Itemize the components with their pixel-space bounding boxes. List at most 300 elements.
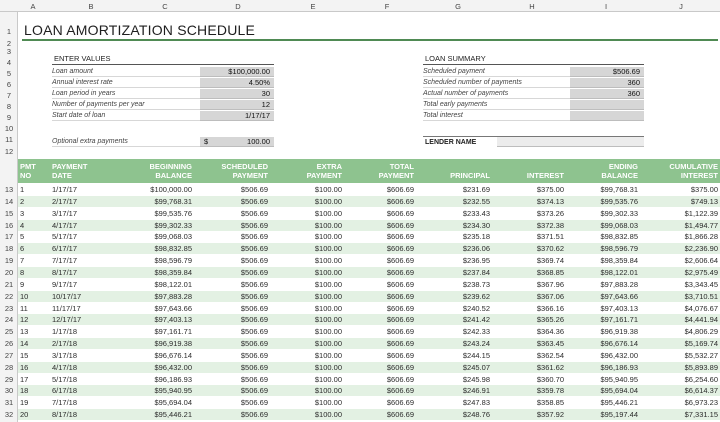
table-cell[interactable]: $373.26 [536, 208, 564, 218]
column-heading-line: INTEREST [680, 171, 718, 180]
summary-scheduled-number: 360 [570, 78, 644, 88]
table-cell[interactable]: $100.00 [314, 339, 342, 349]
table-cell[interactable]: $2,606.64 [684, 256, 718, 266]
lender-name-label: LENDER NAME [425, 139, 477, 146]
schedule-table-header [18, 159, 720, 183]
table-cell[interactable]: 5 [20, 232, 25, 242]
column-header-c[interactable]: C [162, 2, 168, 11]
table-cell[interactable]: $96,676.14 [154, 350, 192, 360]
column-header-b[interactable]: B [88, 2, 94, 11]
table-cell[interactable]: $375.00 [690, 185, 718, 194]
table-cell[interactable]: $235.18 [462, 232, 490, 242]
table-cell[interactable]: $363.45 [536, 339, 564, 349]
table-cell[interactable]: $1,866.28 [684, 232, 718, 242]
table-cell[interactable]: $243.24 [462, 339, 490, 349]
column-header-h[interactable]: H [529, 2, 535, 11]
table-cell[interactable]: $2,975.49 [684, 267, 718, 277]
table-cell[interactable]: $606.69 [386, 185, 414, 194]
table-cell[interactable]: $100.00 [314, 315, 342, 325]
table-cell[interactable]: $606.69 [386, 398, 414, 408]
table-cell[interactable]: $100.00 [314, 386, 342, 396]
table-cell[interactable]: $97,161.71 [600, 315, 638, 325]
table-cell[interactable]: $506.69 [240, 362, 268, 372]
table-cell[interactable]: $239.62 [462, 291, 490, 301]
table-cell[interactable]: $99,302.33 [154, 220, 192, 230]
row-number[interactable]: 26 [4, 339, 14, 349]
table-cell[interactable]: 12/17/17 [52, 315, 82, 325]
table-cell[interactable]: 2/17/18 [52, 339, 78, 349]
table-cell[interactable]: $248.76 [462, 410, 490, 420]
table-cell[interactable]: $99,535.76 [600, 196, 638, 206]
row-number[interactable]: 32 [4, 410, 14, 420]
table-cell[interactable]: 1/17/17 [52, 185, 78, 194]
table-cell[interactable]: 16 [20, 362, 29, 372]
table-cell[interactable]: 9 [20, 279, 25, 289]
table-cell[interactable]: $100.00 [314, 410, 342, 420]
row-number[interactable]: 7 [6, 91, 12, 100]
table-cell[interactable]: $3,343.45 [684, 279, 718, 289]
table-cell[interactable]: 3/17/18 [52, 350, 78, 360]
table-cell[interactable]: $233.43 [462, 208, 490, 218]
row-number[interactable]: 27 [4, 350, 14, 360]
table-cell[interactable]: 12 [20, 315, 29, 325]
column-heading [20, 162, 50, 180]
row-number[interactable]: 21 [4, 279, 14, 289]
table-cell[interactable]: 11/17/17 [52, 303, 81, 313]
payments-per-year-input[interactable]: 12 [200, 100, 274, 110]
row-number[interactable]: 13 [4, 185, 14, 194]
column-header-e[interactable]: E [310, 2, 316, 11]
enter-values-heading: ENTER VALUES [54, 54, 111, 63]
loan-period-input[interactable]: 30 [200, 89, 274, 99]
table-cell[interactable]: $98,359.84 [600, 256, 638, 266]
table-cell[interactable]: $100.00 [314, 327, 342, 337]
row-number[interactable]: 29 [4, 374, 14, 384]
table-cell[interactable]: $375.00 [536, 185, 564, 194]
table-cell[interactable]: $97,883.28 [600, 279, 638, 289]
lender-name-input[interactable] [497, 137, 644, 147]
table-cell[interactable]: 5/17/18 [52, 374, 78, 384]
table-cell[interactable]: $99,068.03 [600, 220, 638, 230]
column-heading [640, 162, 718, 180]
table-cell[interactable]: $359.78 [536, 386, 564, 396]
table-row [18, 374, 720, 385]
table-cell[interactable]: $506.69 [240, 327, 268, 337]
table-cell[interactable]: $98,832.85 [154, 244, 192, 254]
table-cell[interactable]: 7 [20, 256, 25, 266]
table-cell[interactable]: $100.00 [314, 303, 342, 313]
row-number[interactable]: 12 [4, 147, 14, 156]
table-cell[interactable]: $506.69 [240, 185, 268, 194]
row-number[interactable]: 5 [6, 69, 12, 78]
table-cell[interactable]: $95,694.04 [154, 398, 192, 408]
table-cell[interactable]: $357.92 [536, 410, 564, 420]
table-cell[interactable]: $99,068.03 [154, 232, 192, 242]
row-number[interactable]: 3 [6, 47, 12, 56]
table-cell[interactable]: $606.69 [386, 244, 414, 254]
table-cell[interactable]: 8 [20, 267, 25, 277]
table-cell[interactable]: $100.00 [314, 220, 342, 230]
currency-symbol: $ [204, 137, 209, 146]
table-row [18, 350, 720, 361]
field-label-payments-per-year: Number of payments per year [52, 100, 200, 110]
column-heading-line [418, 162, 490, 171]
field-label-extra-payments: Optional extra payments [52, 137, 200, 147]
table-row [18, 291, 720, 302]
table-cell[interactable]: $4,076.67 [684, 303, 718, 313]
row-number[interactable]: 1 [6, 27, 12, 36]
table-cell[interactable]: $3,710.51 [684, 291, 718, 301]
table-cell[interactable]: $606.69 [386, 362, 414, 372]
table-cell[interactable]: 1 [20, 185, 25, 194]
table-cell[interactable]: $506.69 [240, 256, 268, 266]
column-heading-line: PAYMENT [306, 171, 342, 180]
table-cell[interactable]: $242.33 [462, 327, 490, 337]
table-cell[interactable]: $506.69 [240, 232, 268, 242]
column-heading-line: DATE [52, 171, 72, 180]
table-cell[interactable]: 10 [20, 291, 29, 301]
table-cell[interactable]: $98,596.79 [600, 244, 638, 254]
table-cell[interactable]: $1,122.39 [684, 208, 718, 218]
table-cell[interactable]: $367.06 [536, 291, 564, 301]
column-heading [492, 162, 564, 180]
table-cell[interactable]: $4,441.94 [684, 315, 718, 325]
row-number[interactable]: 31 [4, 398, 14, 408]
row-number[interactable]: 9 [6, 113, 12, 122]
column-header-g[interactable]: G [455, 2, 461, 11]
table-cell[interactable]: $506.69 [240, 350, 268, 360]
row-number[interactable]: 17 [4, 232, 14, 242]
table-cell[interactable]: $367.96 [536, 279, 564, 289]
table-cell[interactable]: 3 [20, 208, 25, 218]
table-cell[interactable]: $240.52 [462, 303, 490, 313]
table-cell[interactable]: $95,694.04 [600, 386, 638, 396]
interest-rate-input[interactable]: 4.50% [200, 78, 274, 88]
table-row [18, 196, 720, 207]
table-cell[interactable]: $506.69 [240, 279, 268, 289]
table-cell[interactable]: $749.13 [690, 196, 718, 206]
column-header-i[interactable]: I [604, 2, 608, 11]
row-number[interactable]: 24 [4, 315, 14, 325]
start-date-input[interactable]: 1/17/17 [200, 111, 274, 121]
table-row [18, 184, 720, 195]
column-heading-line: PAYMENT [232, 171, 268, 180]
table-cell[interactable]: $606.69 [386, 267, 414, 277]
table-cell[interactable]: 15 [20, 350, 29, 360]
loan-amount-input[interactable]: $100,000.00 [200, 67, 274, 77]
table-cell[interactable]: $606.69 [386, 315, 414, 325]
table-row [18, 303, 720, 314]
table-cell[interactable]: $96,186.93 [600, 362, 638, 372]
row-number[interactable]: 16 [4, 220, 14, 230]
table-cell[interactable]: $96,919.38 [154, 339, 192, 349]
table-row [18, 243, 720, 254]
table-cell[interactable]: $96,432.00 [600, 350, 638, 360]
table-cell[interactable]: $97,403.13 [154, 315, 192, 325]
table-cell[interactable]: $506.69 [240, 291, 268, 301]
table-cell[interactable]: $368.85 [536, 267, 564, 277]
column-header-f[interactable]: F [384, 2, 390, 11]
table-cell[interactable]: 7/17/18 [52, 398, 78, 408]
table-cell[interactable]: $100.00 [314, 185, 342, 194]
column-heading [566, 162, 638, 180]
extra-payments-input[interactable] [200, 137, 274, 147]
summary-label-early-payments: Total early payments [423, 100, 570, 110]
table-cell[interactable]: 18 [20, 386, 29, 396]
table-cell[interactable]: 4/17/17 [52, 220, 78, 230]
table-cell[interactable]: $6,254.60 [684, 374, 718, 384]
row-number[interactable]: 20 [4, 267, 14, 277]
table-cell[interactable]: 10/17/17 [52, 291, 82, 301]
table-cell[interactable]: 20 [20, 410, 29, 420]
row-number[interactable]: 8 [6, 102, 12, 111]
table-cell[interactable]: $100.00 [314, 232, 342, 242]
table-cell[interactable]: $506.69 [240, 374, 268, 384]
table-cell[interactable]: $96,676.14 [600, 339, 638, 349]
table-cell[interactable]: $5,893.89 [684, 362, 718, 372]
table-cell[interactable]: $95,446.21 [600, 398, 638, 408]
column-header-bar [0, 0, 720, 12]
table-cell[interactable]: $245.07 [462, 362, 490, 372]
table-cell[interactable]: 2 [20, 196, 25, 206]
table-cell[interactable]: $506.69 [240, 303, 268, 313]
row-number[interactable]: 14 [4, 196, 14, 206]
table-cell[interactable]: $358.85 [536, 398, 564, 408]
summary-label-scheduled-payment: Scheduled payment [423, 67, 570, 77]
table-row [18, 338, 720, 349]
table-cell[interactable]: $361.62 [536, 362, 564, 372]
table-cell[interactable]: $374.13 [536, 196, 564, 206]
column-heading-line: BEGINNING [149, 162, 192, 171]
table-cell[interactable]: $231.69 [462, 185, 490, 194]
table-cell[interactable]: $100.00 [314, 350, 342, 360]
column-header-d[interactable]: D [235, 2, 241, 11]
table-cell[interactable]: $7,331.15 [684, 410, 718, 420]
table-cell[interactable]: $606.69 [386, 374, 414, 384]
table-cell[interactable]: $606.69 [386, 256, 414, 266]
table-cell[interactable]: $1,494.77 [684, 220, 718, 230]
table-cell[interactable]: $506.69 [240, 267, 268, 277]
table-row [18, 397, 720, 408]
table-cell[interactable]: 6/17/17 [52, 244, 78, 254]
field-label-interest-rate: Annual interest rate [52, 78, 200, 88]
table-cell[interactable]: $97,643.66 [154, 303, 192, 313]
table-cell[interactable]: 17 [20, 374, 29, 384]
table-cell[interactable]: $97,403.13 [600, 303, 638, 313]
table-cell[interactable]: $96,919.38 [600, 327, 638, 337]
table-cell[interactable]: $606.69 [386, 339, 414, 349]
table-cell[interactable]: $606.69 [386, 350, 414, 360]
loan-summary-heading: LOAN SUMMARY [425, 54, 486, 63]
table-cell[interactable]: $606.69 [386, 291, 414, 301]
table-cell[interactable]: $606.69 [386, 232, 414, 242]
row-number[interactable]: 4 [6, 58, 12, 67]
table-cell[interactable]: $98,359.84 [154, 267, 192, 277]
table-cell[interactable]: $98,596.79 [154, 256, 192, 266]
table-cell[interactable]: 6/17/18 [52, 386, 78, 396]
row-number[interactable]: 10 [4, 124, 14, 133]
table-cell[interactable]: $241.42 [462, 315, 490, 325]
table-cell[interactable]: $362.54 [536, 350, 564, 360]
column-heading [122, 162, 192, 180]
row-number[interactable]: 25 [4, 327, 14, 337]
table-cell[interactable]: $97,883.28 [154, 291, 192, 301]
table-cell[interactable]: $236.06 [462, 244, 490, 254]
table-cell[interactable]: $99,768.31 [600, 185, 638, 194]
table-cell[interactable]: $98,122.01 [600, 267, 638, 277]
table-cell[interactable]: $6,973.23 [684, 398, 718, 408]
table-cell[interactable]: 4/17/18 [52, 362, 78, 372]
table-cell[interactable]: $100.00 [314, 244, 342, 254]
table-cell[interactable]: 11 [20, 303, 28, 313]
table-cell[interactable]: $606.69 [386, 208, 414, 218]
row-number[interactable]: 30 [4, 386, 14, 396]
table-row [18, 385, 720, 396]
column-heading-line: BALANCE [155, 171, 192, 180]
table-cell[interactable]: $506.69 [240, 208, 268, 218]
table-cell[interactable]: 3/17/17 [52, 208, 78, 218]
table-cell[interactable]: $366.16 [536, 303, 564, 313]
table-cell[interactable]: 7/17/17 [52, 256, 78, 266]
table-cell[interactable]: $606.69 [386, 303, 414, 313]
table-cell[interactable]: $247.83 [462, 398, 490, 408]
table-cell[interactable]: 8/17/17 [52, 267, 78, 277]
table-cell[interactable]: $100.00 [314, 398, 342, 408]
table-cell[interactable]: $606.69 [386, 220, 414, 230]
table-cell[interactable]: $360.70 [536, 374, 564, 384]
column-heading-line: BALANCE [601, 171, 638, 180]
field-label-loan-period: Loan period in years [52, 89, 200, 99]
table-cell[interactable]: 4 [20, 220, 25, 230]
column-header-j[interactable]: J [679, 2, 683, 11]
table-cell[interactable]: $606.69 [386, 196, 414, 206]
table-cell[interactable]: $365.26 [536, 315, 564, 325]
table-cell[interactable]: $506.69 [240, 339, 268, 349]
loan-summary-rule [423, 64, 644, 65]
table-cell[interactable]: $96,432.00 [154, 362, 192, 372]
table-cell[interactable]: $506.69 [240, 196, 268, 206]
table-cell[interactable]: $2,236.90 [684, 244, 718, 254]
table-row [18, 231, 720, 242]
table-cell[interactable]: $237.84 [462, 267, 490, 277]
table-cell[interactable]: $99,535.76 [154, 208, 192, 218]
table-cell[interactable]: $97,161.71 [154, 327, 192, 337]
row-number[interactable]: 28 [4, 362, 14, 372]
table-cell[interactable]: 13 [20, 327, 29, 337]
table-cell[interactable]: $364.36 [536, 327, 564, 337]
summary-total-interest [570, 111, 644, 121]
row-number[interactable]: 23 [4, 303, 14, 313]
table-cell[interactable]: 19 [20, 398, 29, 408]
table-cell[interactable]: $246.91 [462, 386, 490, 396]
table-cell[interactable]: $96,186.93 [154, 374, 192, 384]
column-heading-line: NO [20, 171, 32, 180]
table-cell[interactable]: 14 [20, 339, 29, 349]
table-cell[interactable]: $370.62 [536, 244, 564, 254]
table-cell[interactable]: $232.55 [462, 196, 490, 206]
column-heading [52, 162, 112, 180]
table-cell[interactable]: $95,197.44 [600, 410, 638, 420]
table-cell[interactable]: $98,122.01 [154, 279, 192, 289]
table-cell[interactable]: $506.69 [240, 220, 268, 230]
table-cell[interactable]: $506.69 [240, 315, 268, 325]
table-cell[interactable]: $606.69 [386, 327, 414, 337]
summary-label-total-interest: Total interest [423, 111, 570, 121]
table-cell[interactable]: $506.69 [240, 386, 268, 396]
page-title: LOAN AMORTIZATION SCHEDULE [24, 22, 256, 38]
table-cell[interactable]: 2/17/17 [52, 196, 78, 206]
table-cell[interactable]: $100.00 [314, 362, 342, 372]
row-number[interactable]: 19 [4, 256, 14, 266]
table-row [18, 314, 720, 325]
table-cell[interactable]: $100.00 [314, 291, 342, 301]
column-heading [344, 162, 414, 180]
table-cell[interactable]: $369.74 [536, 256, 564, 266]
column-heading [198, 162, 268, 180]
row-number[interactable]: 6 [6, 80, 12, 89]
table-cell[interactable]: 8/17/18 [52, 410, 78, 420]
table-cell[interactable]: $606.69 [386, 410, 414, 420]
row-number[interactable]: 22 [4, 291, 14, 301]
table-cell[interactable]: 1/17/18 [52, 327, 78, 337]
table-cell[interactable]: $506.69 [240, 244, 268, 254]
table-cell[interactable]: $606.69 [386, 279, 414, 289]
table-cell[interactable]: $506.69 [240, 398, 268, 408]
table-cell[interactable]: 6 [20, 244, 25, 254]
table-cell[interactable]: $95,940.95 [154, 386, 192, 396]
table-cell[interactable]: $100.00 [314, 279, 342, 289]
row-number[interactable]: 15 [4, 208, 14, 218]
table-cell[interactable]: $100.00 [314, 267, 342, 277]
table-cell[interactable]: $100.00 [314, 374, 342, 384]
table-row [18, 267, 720, 278]
table-cell[interactable]: $95,446.21 [154, 410, 192, 420]
table-cell[interactable]: $97,643.66 [600, 291, 638, 301]
table-cell[interactable]: $95,940.95 [600, 374, 638, 384]
table-cell[interactable]: 9/17/17 [52, 279, 78, 289]
table-cell[interactable]: $100.00 [314, 256, 342, 266]
row-number[interactable]: 18 [4, 244, 14, 254]
enter-values-rule [52, 64, 274, 65]
table-cell[interactable]: $6,614.37 [684, 386, 718, 396]
table-cell[interactable]: $238.73 [462, 279, 490, 289]
table-cell[interactable]: $99,768.31 [154, 196, 192, 206]
table-cell[interactable]: $4,806.29 [684, 327, 718, 337]
row-number[interactable]: 2 [6, 39, 12, 48]
table-cell[interactable]: $506.69 [240, 410, 268, 420]
table-cell[interactable]: $100.00 [314, 196, 342, 206]
table-cell[interactable]: $234.30 [462, 220, 490, 230]
table-cell[interactable]: $245.98 [462, 374, 490, 384]
table-cell[interactable]: $236.95 [462, 256, 490, 266]
table-cell[interactable]: $100.00 [314, 208, 342, 218]
table-row [18, 208, 720, 219]
table-cell[interactable]: $99,302.33 [600, 208, 638, 218]
table-cell[interactable]: $5,169.74 [684, 339, 718, 349]
table-cell[interactable]: $371.51 [536, 232, 564, 242]
table-cell[interactable]: 5/17/17 [52, 232, 78, 242]
table-cell[interactable]: $98,832.85 [600, 232, 638, 242]
table-cell[interactable]: $100,000.00 [150, 185, 192, 194]
column-header-a[interactable]: A [30, 2, 36, 11]
row-number[interactable]: 11 [5, 135, 13, 144]
table-cell[interactable]: $606.69 [386, 386, 414, 396]
table-row [18, 279, 720, 290]
table-cell[interactable]: $244.15 [462, 350, 490, 360]
table-cell[interactable]: $5,532.27 [684, 350, 718, 360]
column-heading-line: SCHEDULED [221, 162, 268, 171]
table-cell[interactable]: $372.38 [536, 220, 564, 230]
